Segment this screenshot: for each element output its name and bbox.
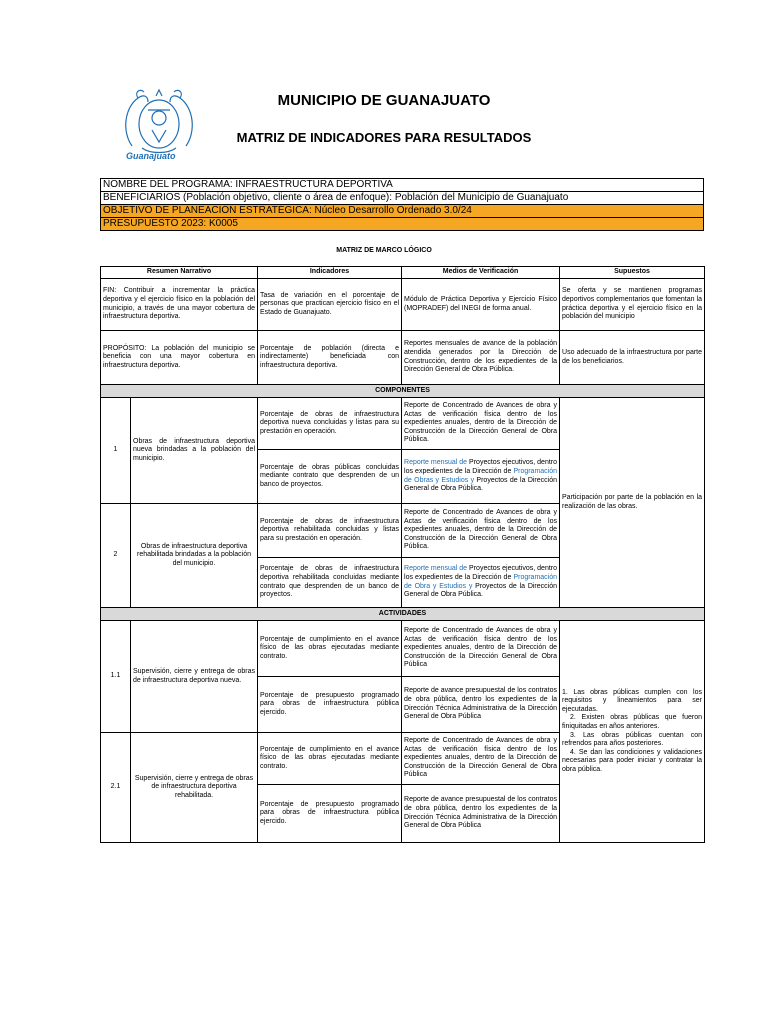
verification-link-text: Reporte mensual de (404, 459, 468, 467)
verification-link-text: Reporte mensual de (404, 565, 468, 573)
program-info-row (101, 179, 704, 192)
activity-narrative: Supervisión, cierre y entrega de obras de infraestructura deportiva rehabilitada. (131, 733, 258, 843)
component-narrative: Obras de infraestructura deportiva nueva brindadas a la población del municipio. (131, 398, 258, 504)
componentes-assumption: Participación por parte de la población en la realización de las obras. (560, 398, 705, 608)
program-strategic-objective: OBJETIVO DE PLANEACIÓN ESTRATÉGICA: Núcleo Desarrollo Ordenado 3.0/24 (101, 205, 704, 218)
activity-verification: Reporte de avance presupuestal de los contratos de obra pública, dentro los expedientes de la Dirección Técnica Administrativa de la Dirección General de Obra Pública (402, 785, 560, 843)
page-subtitle: MATRIZ DE INDICADORES PARA RESULTADOS (236, 130, 532, 145)
assumption-item: 4. Se dan las condiciones y validaciones necesarias para poder iniciar y contratar la obra pública. (562, 748, 703, 773)
col-header-indicators: Indicadores (258, 267, 402, 279)
component-verification: Reporte de Concentrado de Avances de obra y Actas de verificación física dentro de los expedientes anuales, dentro de la Dirección de Construcción de la Dirección General de Obra Pública. (402, 398, 560, 450)
verification-text: Proyectos de la Dirección General de Obra Pública. (404, 582, 558, 599)
component-indicator: Porcentaje de obras de infraestructura deportiva rehabilitada concluidas y listas para su prestación en operación. (258, 504, 402, 558)
fin-indicator: Tasa de variación en el porcentaje de personas que practican ejercicio físico en el Estado de Guanajuato. (258, 279, 402, 331)
fin-assumption: Se oferta y se mantienen programas deportivos complementarios que fomentan la práctica deportiva y el ejercicio físico en la población del municipio (560, 279, 705, 331)
program-info-row (101, 192, 704, 205)
logical-framework-matrix (100, 266, 705, 843)
activity-indicator: Porcentaje de presupuesto programado para obras de infraestructura pública ejercido. (258, 677, 402, 733)
program-beneficiaries: BENEFICIARIOS (Población objetivo, cliente o área de enfoque): Población del Municipio de Guanajuato (101, 192, 704, 205)
program-info-table (100, 178, 704, 231)
component-verification (402, 558, 560, 608)
col-header-assumptions: Supuestos (560, 267, 705, 279)
verification-text: Proyectos ejecutivos, dentro los expedientes de la Dirección de (404, 565, 558, 581)
component-verification (402, 450, 560, 504)
component-number: 1 (101, 398, 131, 504)
activity-row (101, 621, 705, 677)
program-info-row (101, 218, 704, 231)
activity-indicator: Porcentaje de cumplimiento en el avance físico de las obras ejecutadas mediante contrato. (258, 733, 402, 785)
proposito-narrative: PROPÓSITO: La población del municipio se beneficia con una mayor cobertura en infraestructura deportiva. (101, 331, 258, 385)
verification-link-text: Programación de Obras y Estudios y (404, 467, 558, 484)
actividades-section-label: ACTIVIDADES (101, 608, 705, 621)
componentes-section-label: COMPONENTES (101, 385, 705, 398)
activity-indicator: Porcentaje de cumplimiento en el avance físico de las obras ejecutadas mediante contrato. (258, 621, 402, 677)
assumption-item: 1. Las obras públicas cumplen con los requisitos y lineamientos para ser ejecutadas. (562, 688, 703, 713)
col-header-narrative: Resumen Narrativo (101, 267, 258, 279)
verification-text: Proyectos de la Dirección General de Obra Pública. (404, 476, 558, 493)
actividades-section-row (101, 608, 705, 621)
matrix-header-row (101, 267, 705, 279)
assumption-item: 2. Existen obras públicas que fueron finiquitadas en años anteriores. (562, 714, 703, 730)
proposito-verification: Reportes mensuales de avance de la población atendida generados por la Dirección de Construcción, dentro de los expedientes de la Dirección General de Obra Pública. (402, 331, 560, 385)
component-row (101, 398, 705, 450)
assumption-item: 3. Las obras públicas cuentan con refrendos para años posteriores. (562, 731, 703, 748)
component-narrative: Obras de infraestructura deportiva rehabilitada brindadas a la población del municipio. (131, 504, 258, 608)
activity-indicator: Porcentaje de presupuesto programado para obras de infraestructura pública ejercido. (258, 785, 402, 843)
proposito-indicator: Porcentaje de población (directa e indirectamente) beneficiada con infraestructura deportiva. (258, 331, 402, 385)
verification-link-text: Programación de Obra y Estudios y (404, 573, 558, 590)
fin-narrative: FIN: Contribuir a incrementar la práctica deportiva y el ejercicio físico en la población del municipio, a través de una mayor cobertura de infraestructura deportiva. (101, 279, 258, 331)
activity-number: 2.1 (101, 733, 131, 843)
page-title: MUNICIPIO DE GUANAJUATO (277, 92, 491, 109)
activity-verification: Reporte de avance presupuestal de los contratos de obra pública, dentro los expedientes de la Dirección Técnica Administrativa de la Dirección General de Obra Pública (402, 677, 560, 733)
verification-text: Proyectos ejecutivos, dentro los expedientes de la Dirección de (404, 459, 558, 475)
program-info-row (101, 205, 704, 218)
proposito-assumption: Uso adecuado de la infraestructura por parte de los beneficiarios. (560, 331, 705, 385)
component-indicator: Porcentaje de obras de infraestructura deportiva nueva concluidas y listas para su prestación en operación. (258, 398, 402, 450)
activity-verification: Reporte de Concentrado de Avances de obra y Actas de verificación física dentro de los expedientes anuales, dentro de la Dirección de Construcción de la Dirección General de Obra Pública (402, 621, 560, 677)
matrix-title: MATRIZ DE MARCO LÓGICO (336, 247, 432, 254)
activity-narrative: Supervisión, cierre y entrega de obras de infraestructura deportiva nueva. (131, 621, 258, 733)
component-verification: Reporte de Concentrado de Avances de obra y Actas de verificación física dentro de los expedientes anuales, dentro de la Dirección de Construcción de la Dirección General de Obra Pública. (402, 504, 560, 558)
component-indicator: Porcentaje de obras públicas concluidas mediante contrato que desprenden de un banco de proyectos. (258, 450, 402, 504)
componentes-section-row (101, 385, 705, 398)
activity-verification: Reporte de Concentrado de Avances de obra y Actas de verificación física dentro de los expedientes anuales, dentro de la Dirección de Construcción de la Dirección General de Obra Pública (402, 733, 560, 785)
logo-text: Guanajuato (126, 151, 176, 161)
activity-number: 1.1 (101, 621, 131, 733)
component-number: 2 (101, 504, 131, 608)
col-header-verification: Medios de Verificación (402, 267, 560, 279)
actividades-assumptions (560, 621, 705, 843)
component-indicator: Porcentaje de obras de infraestructura deportiva rehabilitada concluidas mediante contrato que desprenden de un banco de proyectos. (258, 558, 402, 608)
program-budget: PRESUPUESTO 2023: K0005 (101, 218, 704, 231)
fin-row (101, 279, 705, 331)
fin-verification: Módulo de Práctica Deportiva y Ejercicio Físico (MOPRADEF) del INEGI de forma anual. (402, 279, 560, 331)
program-name: NOMBRE DEL PROGRAMA: INFRAESTRUCTURA DEPORTIVA (101, 179, 704, 192)
proposito-row (101, 331, 705, 385)
